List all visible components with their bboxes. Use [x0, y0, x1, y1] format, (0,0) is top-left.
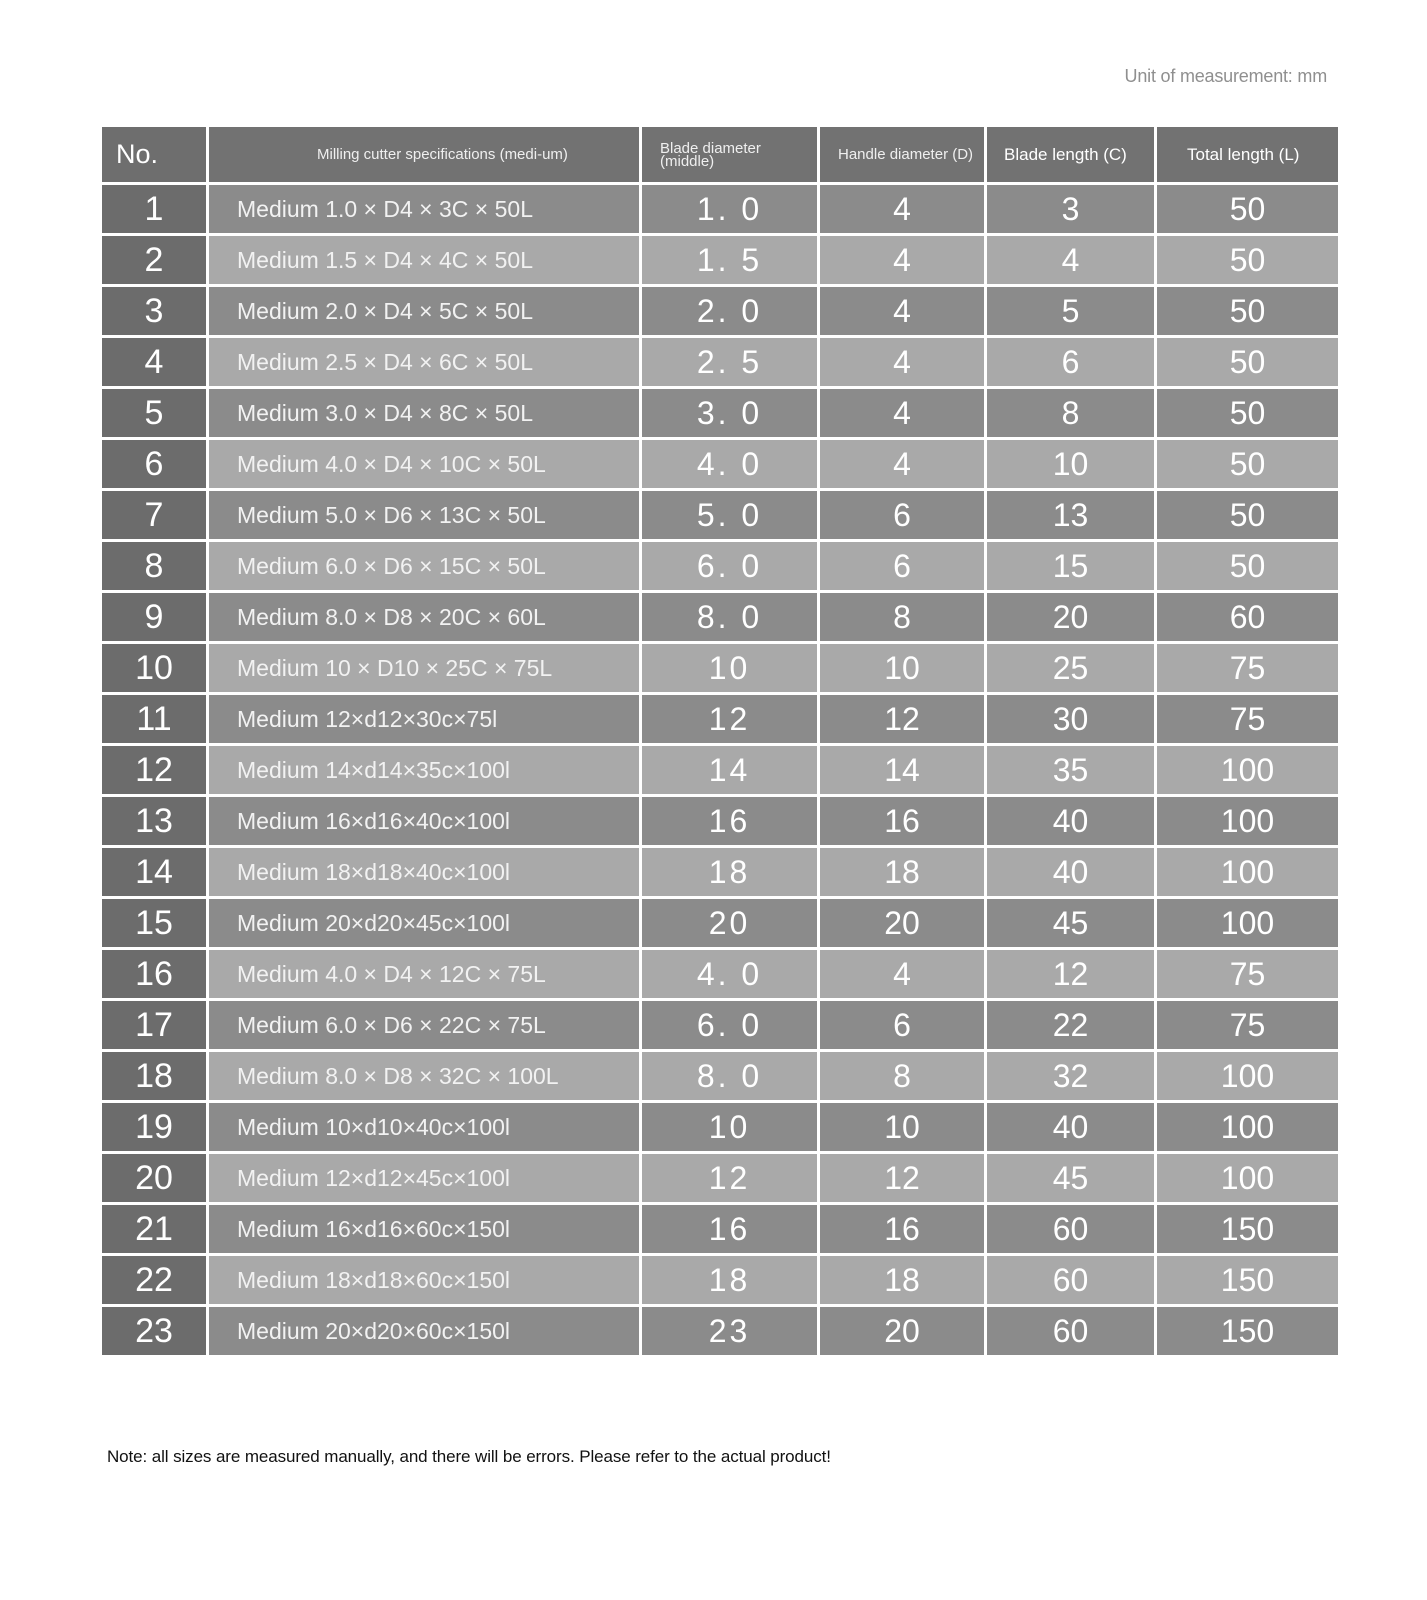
- table-row: [101, 1306, 1340, 1357]
- cell-handle-diameter: 18: [819, 847, 986, 898]
- cell-spec: Medium 6.0 × D6 × 15C × 50L: [208, 541, 641, 592]
- cell-total-length: 60: [1156, 592, 1340, 643]
- table-row: [101, 1255, 1340, 1306]
- cell-blade-length: 32: [986, 1051, 1156, 1102]
- cell-handle-diameter: 4: [819, 337, 986, 388]
- table-row: [101, 1204, 1340, 1255]
- table-row: [101, 898, 1340, 949]
- cell-blade-length: 60: [986, 1306, 1156, 1357]
- cell-total-length: 50: [1156, 490, 1340, 541]
- table-header-row: [101, 126, 1340, 184]
- cell-total-length: 100: [1156, 898, 1340, 949]
- cell-no: 6: [101, 439, 208, 490]
- table-row: [101, 745, 1340, 796]
- cell-total-length: 50: [1156, 439, 1340, 490]
- cell-handle-diameter: 20: [819, 1306, 986, 1357]
- table-row: [101, 388, 1340, 439]
- cell-blade-diameter: 20: [641, 898, 819, 949]
- cell-no: 19: [101, 1102, 208, 1153]
- cell-no: 12: [101, 745, 208, 796]
- table-row: [101, 235, 1340, 286]
- cell-spec: Medium 3.0 × D4 × 8C × 50L: [208, 388, 641, 439]
- cell-handle-diameter: 6: [819, 1000, 986, 1051]
- table-row: [101, 1051, 1340, 1102]
- cell-spec: Medium 8.0 × D8 × 20C × 60L: [208, 592, 641, 643]
- cell-total-length: 75: [1156, 643, 1340, 694]
- cell-no: 21: [101, 1204, 208, 1255]
- cell-handle-diameter: 4: [819, 388, 986, 439]
- cell-total-length: 50: [1156, 184, 1340, 235]
- cell-blade-length: 40: [986, 1102, 1156, 1153]
- cell-blade-diameter: 12: [641, 694, 819, 745]
- table-row: [101, 184, 1340, 235]
- cell-no: 9: [101, 592, 208, 643]
- cell-handle-diameter: 4: [819, 184, 986, 235]
- cell-handle-diameter: 12: [819, 1153, 986, 1204]
- table-row: [101, 847, 1340, 898]
- cell-total-length: 100: [1156, 745, 1340, 796]
- cell-no: 14: [101, 847, 208, 898]
- cell-blade-length: 40: [986, 796, 1156, 847]
- cell-no: 22: [101, 1255, 208, 1306]
- cell-blade-length: 15: [986, 541, 1156, 592]
- cell-total-length: 50: [1156, 286, 1340, 337]
- cell-blade-length: 6: [986, 337, 1156, 388]
- cell-no: 7: [101, 490, 208, 541]
- cell-no: 2: [101, 235, 208, 286]
- cell-spec: Medium 12×d12×45c×100l: [208, 1153, 641, 1204]
- cell-total-length: 150: [1156, 1306, 1340, 1357]
- cell-total-length: 75: [1156, 1000, 1340, 1051]
- cell-total-length: 50: [1156, 235, 1340, 286]
- table-row: [101, 286, 1340, 337]
- table-row: [101, 949, 1340, 1000]
- table-row: [101, 490, 1340, 541]
- cell-blade-length: 3: [986, 184, 1156, 235]
- cell-blade-diameter: 3. 0: [641, 388, 819, 439]
- cell-spec: Medium 6.0 × D6 × 22C × 75L: [208, 1000, 641, 1051]
- cell-blade-diameter: 10: [641, 643, 819, 694]
- table-row: [101, 643, 1340, 694]
- cell-blade-length: 25: [986, 643, 1156, 694]
- cell-blade-diameter: 8. 0: [641, 1051, 819, 1102]
- cell-blade-length: 45: [986, 898, 1156, 949]
- cell-handle-diameter: 6: [819, 490, 986, 541]
- cell-blade-diameter: 16: [641, 796, 819, 847]
- cell-spec: Medium 2.0 × D4 × 5C × 50L: [208, 286, 641, 337]
- cell-no: 13: [101, 796, 208, 847]
- cell-spec: Medium 20×d20×60c×150l: [208, 1306, 641, 1357]
- cell-total-length: 100: [1156, 1102, 1340, 1153]
- cell-total-length: 100: [1156, 796, 1340, 847]
- cell-spec: Medium 16×d16×60c×150l: [208, 1204, 641, 1255]
- cell-total-length: 50: [1156, 388, 1340, 439]
- header-spec: Milling cutter specifications (medi-um): [208, 126, 641, 184]
- cell-spec: Medium 1.5 × D4 × 4C × 50L: [208, 235, 641, 286]
- cell-blade-length: 30: [986, 694, 1156, 745]
- cell-blade-diameter: 8. 0: [641, 592, 819, 643]
- cell-total-length: 75: [1156, 694, 1340, 745]
- cell-total-length: 100: [1156, 1153, 1340, 1204]
- cell-total-length: 100: [1156, 1051, 1340, 1102]
- cell-blade-diameter: 18: [641, 1255, 819, 1306]
- table-row: [101, 592, 1340, 643]
- cell-handle-diameter: 4: [819, 949, 986, 1000]
- cell-total-length: 50: [1156, 337, 1340, 388]
- cell-no: 10: [101, 643, 208, 694]
- cell-total-length: 150: [1156, 1204, 1340, 1255]
- cell-blade-length: 45: [986, 1153, 1156, 1204]
- cell-spec: Medium 18×d18×60c×150l: [208, 1255, 641, 1306]
- cell-blade-diameter: 1. 5: [641, 235, 819, 286]
- cell-blade-length: 8: [986, 388, 1156, 439]
- cell-total-length: 150: [1156, 1255, 1340, 1306]
- cell-blade-length: 60: [986, 1204, 1156, 1255]
- cell-spec: Medium 4.0 × D4 × 10C × 50L: [208, 439, 641, 490]
- header-blade-length: Blade length (C): [986, 126, 1156, 184]
- cell-blade-length: 35: [986, 745, 1156, 796]
- cell-blade-length: 40: [986, 847, 1156, 898]
- cell-spec: Medium 10 × D10 × 25C × 75L: [208, 643, 641, 694]
- table-row: [101, 694, 1340, 745]
- cell-no: 23: [101, 1306, 208, 1357]
- table-row: [101, 439, 1340, 490]
- cell-spec: Medium 16×d16×40c×100l: [208, 796, 641, 847]
- cell-blade-length: 13: [986, 490, 1156, 541]
- cell-no: 15: [101, 898, 208, 949]
- cell-blade-length: 12: [986, 949, 1156, 1000]
- cell-spec: Medium 5.0 × D6 × 13C × 50L: [208, 490, 641, 541]
- cell-spec: Medium 12×d12×30c×75l: [208, 694, 641, 745]
- footer-note: Note: all sizes are measured manually, and there will be errors. Please refer to the actual product!: [107, 1447, 831, 1466]
- cell-handle-diameter: 20: [819, 898, 986, 949]
- cell-no: 3: [101, 286, 208, 337]
- cell-spec: Medium 10×d10×40c×100l: [208, 1102, 641, 1153]
- header-no: No.: [101, 126, 208, 184]
- cell-blade-length: 60: [986, 1255, 1156, 1306]
- cell-total-length: 100: [1156, 847, 1340, 898]
- table-row: [101, 337, 1340, 388]
- cell-no: 18: [101, 1051, 208, 1102]
- cell-spec: Medium 4.0 × D4 × 12C × 75L: [208, 949, 641, 1000]
- cell-no: 8: [101, 541, 208, 592]
- cell-no: 17: [101, 1000, 208, 1051]
- cell-blade-diameter: 16: [641, 1204, 819, 1255]
- cell-total-length: 75: [1156, 949, 1340, 1000]
- cell-blade-diameter: 1. 0: [641, 184, 819, 235]
- table-row: [101, 796, 1340, 847]
- cell-handle-diameter: 4: [819, 439, 986, 490]
- table-row: [101, 1000, 1340, 1051]
- cell-blade-diameter: 23: [641, 1306, 819, 1357]
- cell-blade-diameter: 12: [641, 1153, 819, 1204]
- cell-spec: Medium 8.0 × D8 × 32C × 100L: [208, 1051, 641, 1102]
- cell-blade-diameter: 6. 0: [641, 1000, 819, 1051]
- cell-no: 11: [101, 694, 208, 745]
- table-row: [101, 541, 1340, 592]
- cell-spec: Medium 2.5 × D4 × 6C × 50L: [208, 337, 641, 388]
- cell-no: 20: [101, 1153, 208, 1204]
- cell-spec: Medium 18×d18×40c×100l: [208, 847, 641, 898]
- header-total-length: Total length (L): [1156, 126, 1340, 184]
- cell-handle-diameter: 10: [819, 643, 986, 694]
- cell-total-length: 50: [1156, 541, 1340, 592]
- header-handle-diameter: Handle diameter (D): [819, 126, 986, 184]
- cell-handle-diameter: 4: [819, 235, 986, 286]
- cell-handle-diameter: 14: [819, 745, 986, 796]
- milling-cutter-spec-table: [99, 124, 1341, 1358]
- cell-spec: Medium 20×d20×45c×100l: [208, 898, 641, 949]
- cell-blade-length: 10: [986, 439, 1156, 490]
- cell-blade-diameter: 2. 0: [641, 286, 819, 337]
- cell-blade-diameter: 14: [641, 745, 819, 796]
- cell-spec: Medium 1.0 × D4 × 3C × 50L: [208, 184, 641, 235]
- cell-blade-length: 5: [986, 286, 1156, 337]
- cell-blade-diameter: 10: [641, 1102, 819, 1153]
- cell-blade-diameter: 4. 0: [641, 949, 819, 1000]
- cell-no: 4: [101, 337, 208, 388]
- cell-handle-diameter: 18: [819, 1255, 986, 1306]
- cell-spec: Medium 14×d14×35c×100l: [208, 745, 641, 796]
- cell-no: 16: [101, 949, 208, 1000]
- cell-handle-diameter: 4: [819, 286, 986, 337]
- cell-no: 1: [101, 184, 208, 235]
- cell-blade-diameter: 18: [641, 847, 819, 898]
- cell-blade-length: 4: [986, 235, 1156, 286]
- cell-blade-diameter: 6. 0: [641, 541, 819, 592]
- header-blade-diameter: Blade diameter (middle): [641, 126, 819, 184]
- cell-blade-diameter: 2. 5: [641, 337, 819, 388]
- cell-handle-diameter: 8: [819, 592, 986, 643]
- cell-handle-diameter: 12: [819, 694, 986, 745]
- cell-blade-length: 22: [986, 1000, 1156, 1051]
- cell-blade-diameter: 5. 0: [641, 490, 819, 541]
- cell-handle-diameter: 6: [819, 541, 986, 592]
- cell-handle-diameter: 16: [819, 1204, 986, 1255]
- cell-handle-diameter: 8: [819, 1051, 986, 1102]
- table-row: [101, 1153, 1340, 1204]
- cell-no: 5: [101, 388, 208, 439]
- cell-handle-diameter: 16: [819, 796, 986, 847]
- cell-handle-diameter: 10: [819, 1102, 986, 1153]
- table-row: [101, 1102, 1340, 1153]
- unit-of-measurement-note: Unit of measurement: mm: [1124, 66, 1327, 86]
- cell-blade-length: 20: [986, 592, 1156, 643]
- cell-blade-diameter: 4. 0: [641, 439, 819, 490]
